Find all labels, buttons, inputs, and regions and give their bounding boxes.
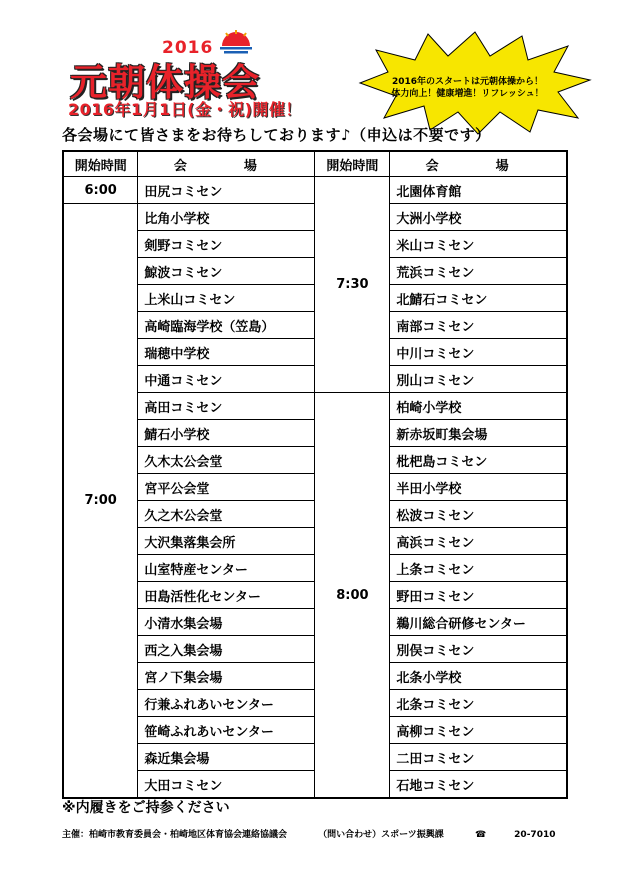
venue-cell: 上条コミセン	[390, 555, 567, 582]
time-6-00: 6:00	[63, 177, 138, 204]
venue-cell: 石地コミセン	[390, 771, 567, 799]
venue-cell: 新赤坂町集会場	[390, 420, 567, 447]
venue-cell: 西之入集会場	[138, 636, 315, 663]
venue-notice: 各会場にて皆さまをお待ちしております♪（申込は不要です）	[62, 126, 491, 144]
venue-cell: 柏崎小学校	[390, 393, 567, 420]
schedule-table	[62, 150, 568, 799]
venue-cell: 宮ノ下集会場	[138, 663, 315, 690]
venue-cell: 大沢集落集会所	[138, 528, 315, 555]
organizer-text: 主催：柏崎市教育委員会・柏崎地区体育協会連絡協議会	[62, 830, 288, 840]
indoor-shoes-note: ※内履きをご持参ください	[62, 800, 230, 816]
contact-label: （問い合わせ）スポーツ振興課	[318, 830, 444, 840]
burst-line-2: 体力向上！健康増進！リフレッシュ！	[391, 89, 544, 99]
burst-line-1: 2016年のスタートは元朝体操から！	[391, 77, 544, 87]
venue-cell: 北鯖石コミセン	[390, 285, 567, 312]
venue-cell: 南部コミセン	[390, 312, 567, 339]
venue-cell: 行兼ふれあいセンター	[138, 690, 315, 717]
venue-cell: 高柳コミセン	[390, 717, 567, 744]
venue-cell: 鯖石小学校	[138, 420, 315, 447]
venue-cell: 中川コミセン	[390, 339, 567, 366]
header-venue-left: 会 場	[138, 151, 315, 177]
venue-cell: 北園体育館	[390, 177, 567, 204]
venue-cell: 剣野コミセン	[138, 231, 315, 258]
table-header-row	[63, 151, 567, 177]
venue-cell: 米山コミセン	[390, 231, 567, 258]
time-7-30: 7:30	[315, 177, 390, 393]
venue-cell: 別山コミセン	[390, 366, 567, 393]
venue-cell: 瑞穂中学校	[138, 339, 315, 366]
time-8-00: 8:00	[315, 393, 390, 799]
footer	[62, 827, 583, 840]
header	[0, 0, 623, 125]
venue-cell: 上米山コミセン	[138, 285, 315, 312]
venue-cell: 鵜川総合研修センター	[390, 609, 567, 636]
venue-cell: 高田コミセン	[138, 393, 315, 420]
venue-cell: 北条コミセン	[390, 690, 567, 717]
venue-cell: 北条小学校	[390, 663, 567, 690]
header-start-time-right: 開始時間	[315, 151, 390, 177]
venue-cell: 半田小学校	[390, 474, 567, 501]
venue-cell: 松波コミセン	[390, 501, 567, 528]
venue-cell: 笹崎ふれあいセンター	[138, 717, 315, 744]
table-row	[63, 393, 567, 420]
venue-cell: 山室特産センター	[138, 555, 315, 582]
venue-cell: 枇杷島コミセン	[390, 447, 567, 474]
event-year: 2016	[162, 38, 214, 58]
venue-cell: 中通コミセン	[138, 366, 315, 393]
venue-cell: 野田コミセン	[390, 582, 567, 609]
venue-cell: 森近集会場	[138, 744, 315, 771]
venue-cell: 久木太公会堂	[138, 447, 315, 474]
venue-cell: 荒浜コミセン	[390, 258, 567, 285]
venue-cell: 二田コミセン	[390, 744, 567, 771]
venue-cell: 田島活性化センター	[138, 582, 315, 609]
phone-number: 20-7010	[514, 830, 556, 840]
venue-cell: 鯨波コミセン	[138, 258, 315, 285]
venue-cell: 高崎臨海学校（笠島）	[138, 312, 315, 339]
telephone-icon: ☎	[474, 830, 487, 840]
sunrise-icon	[218, 30, 254, 54]
header-venue-right: 会 場	[390, 151, 567, 177]
venue-cell: 田尻コミセン	[138, 177, 315, 204]
venue-cell: 高浜コミセン	[390, 528, 567, 555]
venue-cell: 別俣コミセン	[390, 636, 567, 663]
venue-cell: 大洲小学校	[390, 204, 567, 231]
header-start-time-left: 開始時間	[63, 151, 138, 177]
venue-cell: 比角小学校	[138, 204, 315, 231]
venue-cell: 小清水集会場	[138, 609, 315, 636]
time-7-00: 7:00	[63, 204, 138, 799]
event-title: 元朝体操会	[70, 61, 260, 104]
venue-cell: 久之木公会堂	[138, 501, 315, 528]
venue-cell: 大田コミセン	[138, 771, 315, 799]
table-row	[63, 177, 567, 204]
event-date: 2016年1月1日(金・祝)開催！	[68, 100, 302, 119]
venue-cell: 宮平公会堂	[138, 474, 315, 501]
starburst-text	[380, 76, 555, 100]
